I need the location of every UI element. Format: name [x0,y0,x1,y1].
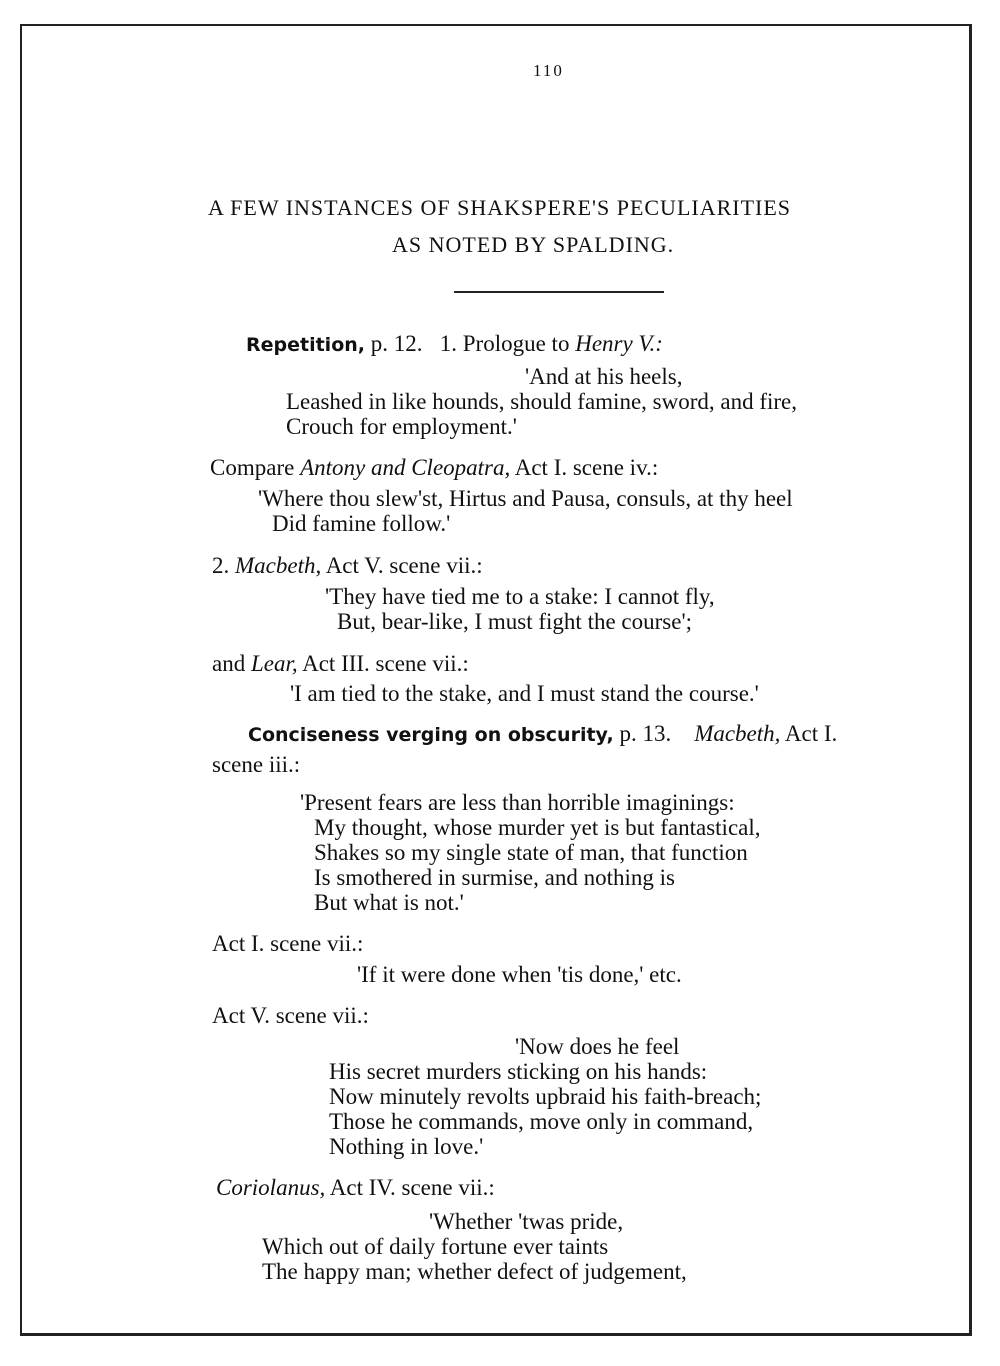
page-ref: p. 12. [365,331,423,356]
section-label: Repetition, [246,334,365,356]
coriolanus-line [216,1175,495,1201]
quote-line: 'Present fears are less than horrible imaginings: [300,790,735,815]
scene-ref: Act III. scene vii.: [297,651,469,676]
quote-line: 'I am tied to the stake, and I must stand the course.' [290,681,759,706]
act-ref: Act I. [780,721,838,746]
quote-line: The happy man; whether defect of judgement, [262,1259,687,1284]
scene-ref: Act V. scene vii.: [212,1003,369,1028]
item-number: 2. [212,553,235,578]
quote-line: Crouch for employment.' [286,414,517,439]
quote-line: Those he commands, move only in command, [329,1109,754,1134]
scene-ref: Act V. scene vii.: [321,553,483,578]
play-title: Henry V.: [575,331,663,356]
item-number: 1. Prologue to [439,331,576,356]
conciseness-heading [248,721,837,748]
quote-line: Is smothered in surmise, and nothing is [314,865,675,890]
page-ref: p. 13. [613,721,677,746]
lear-line [212,651,469,677]
quote-line: But, bear-like, I must fight the course'; [337,609,692,634]
scene-ref: Act I. scene vii.: [212,931,364,956]
quote-line: Which out of daily fortune ever taints [262,1234,609,1259]
quote-line: 'They have tied me to a stake: I cannot fly, [325,584,715,609]
play-title: Lear, [250,651,298,676]
item-2-line [212,553,483,579]
scene-ref: scene iii.: [212,752,301,777]
quote-line: 'Where thou slew'st, Hirtus and Pausa, consuls, at thy heel [258,486,793,511]
divider-rule [454,291,664,293]
quote-line: Nothing in love.' [329,1134,484,1159]
quote-line: 'Now does he feel [515,1034,680,1059]
section-label: Conciseness verging on obscurity, [248,724,614,746]
quote-line: But what is not.' [314,890,464,915]
page-title-line-1: A FEW INSTANCES OF SHAKSPERE'S PECULIARITIES [208,195,792,220]
and-prefix: and [212,651,251,676]
page-title-line-2: AS NOTED BY SPALDING. [392,232,675,257]
quote-line: Did famine follow.' [272,511,451,536]
page-number: 110 [533,61,564,80]
quote-line: Leashed in like hounds, should famine, sword, and fire, [286,389,797,414]
compare-prefix: Compare [210,455,301,480]
play-title: Macbeth, [694,721,781,746]
quote-line: Shakes so my single state of man, that function [314,840,748,865]
scene-ref: Act I. scene iv.: [510,455,659,480]
compare-line [210,455,658,481]
quote-line: 'Whether 'twas pride, [429,1209,624,1234]
play-title: Antony and Cleopatra, [300,455,511,480]
play-title: Macbeth, [235,553,322,578]
quote-line: My thought, whose murder yet is but fantastical, [314,815,761,840]
quote-line: His secret murders sticking on his hands: [329,1059,708,1084]
quote-line: Now minutely revolts upbraid his faith-breach; [329,1084,762,1109]
play-title: Coriolanus, [216,1175,326,1200]
quote-line: 'And at his heels, [525,364,683,389]
quote-line: 'If it were done when 'tis done,' etc. [357,962,682,987]
scene-ref: Act IV. scene vii.: [325,1175,495,1200]
repetition-heading [246,331,663,358]
